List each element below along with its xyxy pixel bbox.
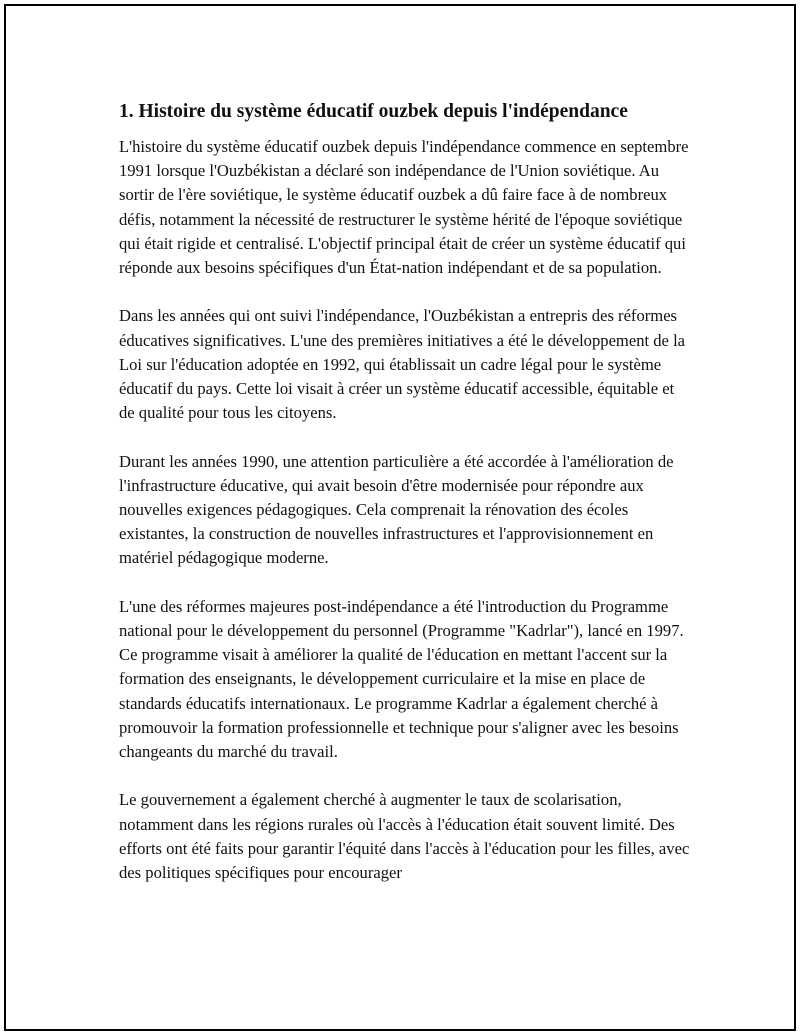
section-heading: 1. Histoire du système éducatif ouzbek depuis l'indépendance [119,101,628,122]
paragraph-4: L'une des réformes majeures post-indépendance a été l'introduction du Programme national pour le développement du personnel (Programme "Kadrlar"), lancé en 1997. Ce programme visait à améliorer la qualité de l'éducation en mettant l'accent sur la formation des enseignants, le développement curriculaire et la mise en place de standards éducatifs internationaux. Le programme Kadrlar a également cherché à promouvoir la formation professionnelle et technique pour s'aligner avec les besoins changeants du marché du travail. [119,596,684,762]
document-body [119,99,694,909]
paragraph-1: L'histoire du système éducatif ouzbek depuis l'indépendance commence en septembre 1991 lorsque l'Ouzbékistan a déclaré son indépendance de l'Union soviétique. Au sortir de l'ère soviétique, le système éducatif ouzbek a dû faire face à de nombreux défis, notamment la nécessité de restructurer le système hérité de l'époque soviétique qui était rigide et centralisé. L'objectif principal était de créer un système éducatif qui réponde aux besoins spécifiques d'un État-nation indépendant et de sa population. [119,137,689,278]
paragraph-2: Dans les années qui ont suivi l'indépendance, l'Ouzbékistan a entrepris des réformes éducatives significatives. L'une des premières initiatives a été le développement de la Loi sur l'éducation adoptée en 1992, qui établissait un cadre légal pour le système éducatif du pays. Cette loi visait à créer un système éducatif accessible, équitable et de qualité pour tous les citoyens. [119,306,686,423]
paragraph-3: Durant les années 1990, une attention particulière a été accordée à l'amélioration de l'infrastructure éducative, qui avait besoin d'être modernisée pour répondre aux nouvelles exigences pédagogiques. Cela comprenait la rénovation des écoles existantes, la construction de nouvelles infrastructures et l'approvisionnement en matériel pédagogique moderne. [119,451,674,568]
document-page [4,4,796,1031]
paragraph-5: Le gouvernement a également cherché à augmenter le taux de scolarisation, notamment dans les régions rurales où l'accès à l'éducation était souvent limité. Des efforts ont été faits pour garantir l'équité dans l'accès à l'éducation pour les filles, avec des politiques spécifiques pour encourager [119,790,690,883]
